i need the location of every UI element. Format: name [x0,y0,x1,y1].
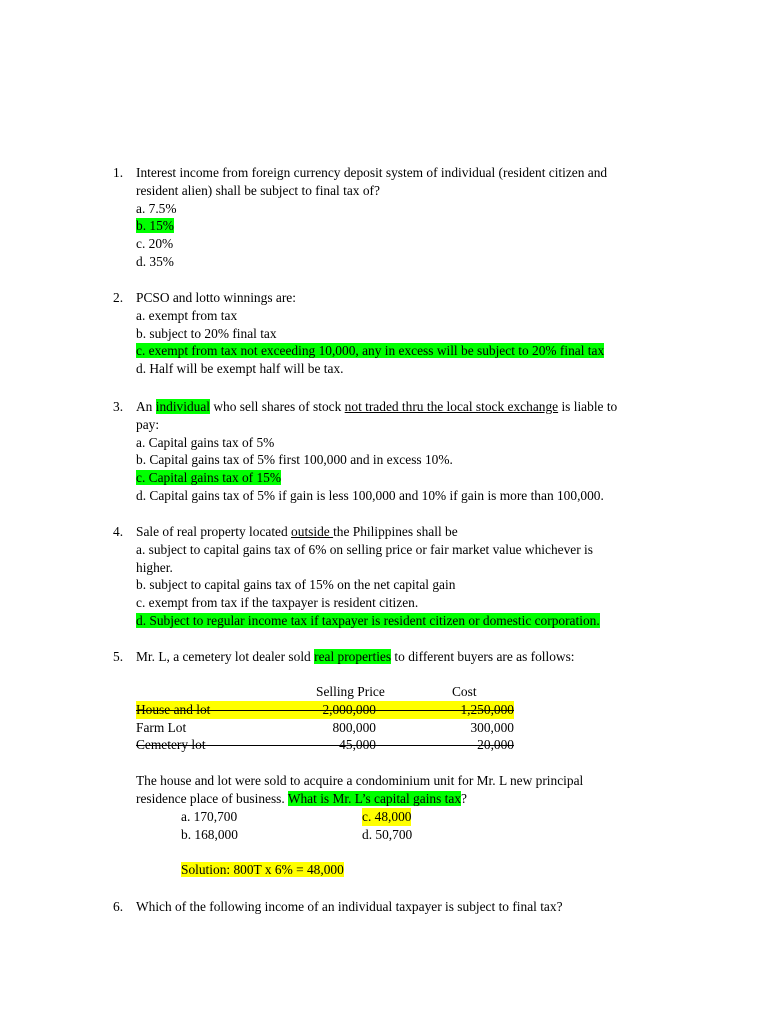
highlight-real-properties: real properties [314,649,392,664]
sales-table [136,683,526,754]
item-name: Cemetery lot [136,737,206,753]
header-selling-price: Selling Price [316,684,385,699]
option-d: d. 35% [136,253,174,269]
question-number: 1. [113,165,124,180]
option-b: b. subject to 20% final tax [136,325,277,341]
question-stem: Sale of real property located outside the Philippines shall be [136,524,458,539]
question-stem: pay: [136,416,160,432]
option-a: a. exempt from tax [136,307,238,323]
question-number: 2. [113,290,124,305]
option-a: a. 7.5% [136,200,177,216]
option-b: b. subject to capital gains tax of 15% on the net capital gain [136,577,456,593]
scenario-text: The house and lot were sold to acquire a condominium unit for Mr. L new principal [136,773,584,788]
choice-c-answer: c. 48,000 [362,809,412,824]
scenario-text: residence place of business. What is Mr. L’s capital gains tax? [136,790,467,806]
highlight-question: What is Mr. L’s capital gains tax [287,790,462,806]
option-b-answer: b. 15% [136,218,174,234]
item-name: House and lot [136,701,211,717]
table-row [136,719,526,737]
question-stem: PCSO and lotto winnings are: [136,290,296,305]
option-d: d. Half will be exempt half will be tax. [136,361,344,377]
question-number: 6. [113,899,124,914]
option-d-answer: d. Subject to regular income tax if taxpayer is resident citizen or domestic corporation. [136,612,600,628]
table-row [136,736,526,754]
table-header [136,683,526,701]
option-c-answer: c. exempt from tax not exceeding 10,000, any in excess will be subject to 20% final tax [136,343,605,359]
question-number: 5. [113,649,124,664]
question-stem: Interest income from foreign currency deposit system of individual (resident citizen and [136,165,608,180]
choice-d: d. 50,700 [362,826,413,842]
item-name: Farm Lot [136,719,187,735]
underlined-phrase: not traded thru the local stock exchange [344,399,559,414]
option-c: c. exempt from tax if the taxpayer is resident citizen. [136,595,419,611]
solution-text: Solution: 800T x 6% = 48,000 [181,862,344,877]
option-c: c. 20% [136,236,174,252]
item-price: 2,000,000 [322,701,376,717]
question-number: 3. [113,399,124,414]
option-a-continued: higher. [136,559,173,575]
answer-choices [181,808,501,844]
item-price: 800,000 [332,719,376,735]
option-b: b. Capital gains tax of 5% first 100,000 and in excess 10%. [136,452,453,468]
item-cost: 1,250,000 [460,701,514,717]
question-number: 4. [113,524,124,539]
table-row [136,701,526,719]
question-stem: An individual who sell shares of stock not traded thru the local stock exchange is liable to [136,399,618,414]
question-stem: resident alien) shall be subject to final tax of? [136,182,380,198]
highlight-individual: individual [155,399,211,414]
item-cost: 300,000 [470,719,514,735]
option-c-answer: c. Capital gains tax of 15% [136,470,282,486]
item-price: 45,000 [339,737,376,753]
header-cost: Cost [452,684,477,699]
choice-b: b. 168,000 [181,826,238,842]
option-a: a. subject to capital gains tax of 6% on selling price or fair market value whichever is [136,541,593,557]
item-cost: 20,000 [477,737,514,753]
option-a: a. Capital gains tax of 5% [136,434,275,450]
question-stem: Mr. L, a cemetery lot dealer sold real properties to different buyers are as follows: [136,649,575,664]
question-stem: Which of the following income of an individual taxpayer is subject to final tax? [136,899,563,914]
underlined-outside: outside [291,524,334,539]
option-d: d. Capital gains tax of 5% if gain is less 100,000 and 10% if gain is more than 100,000. [136,487,604,503]
choice-a: a. 170,700 [181,809,238,824]
